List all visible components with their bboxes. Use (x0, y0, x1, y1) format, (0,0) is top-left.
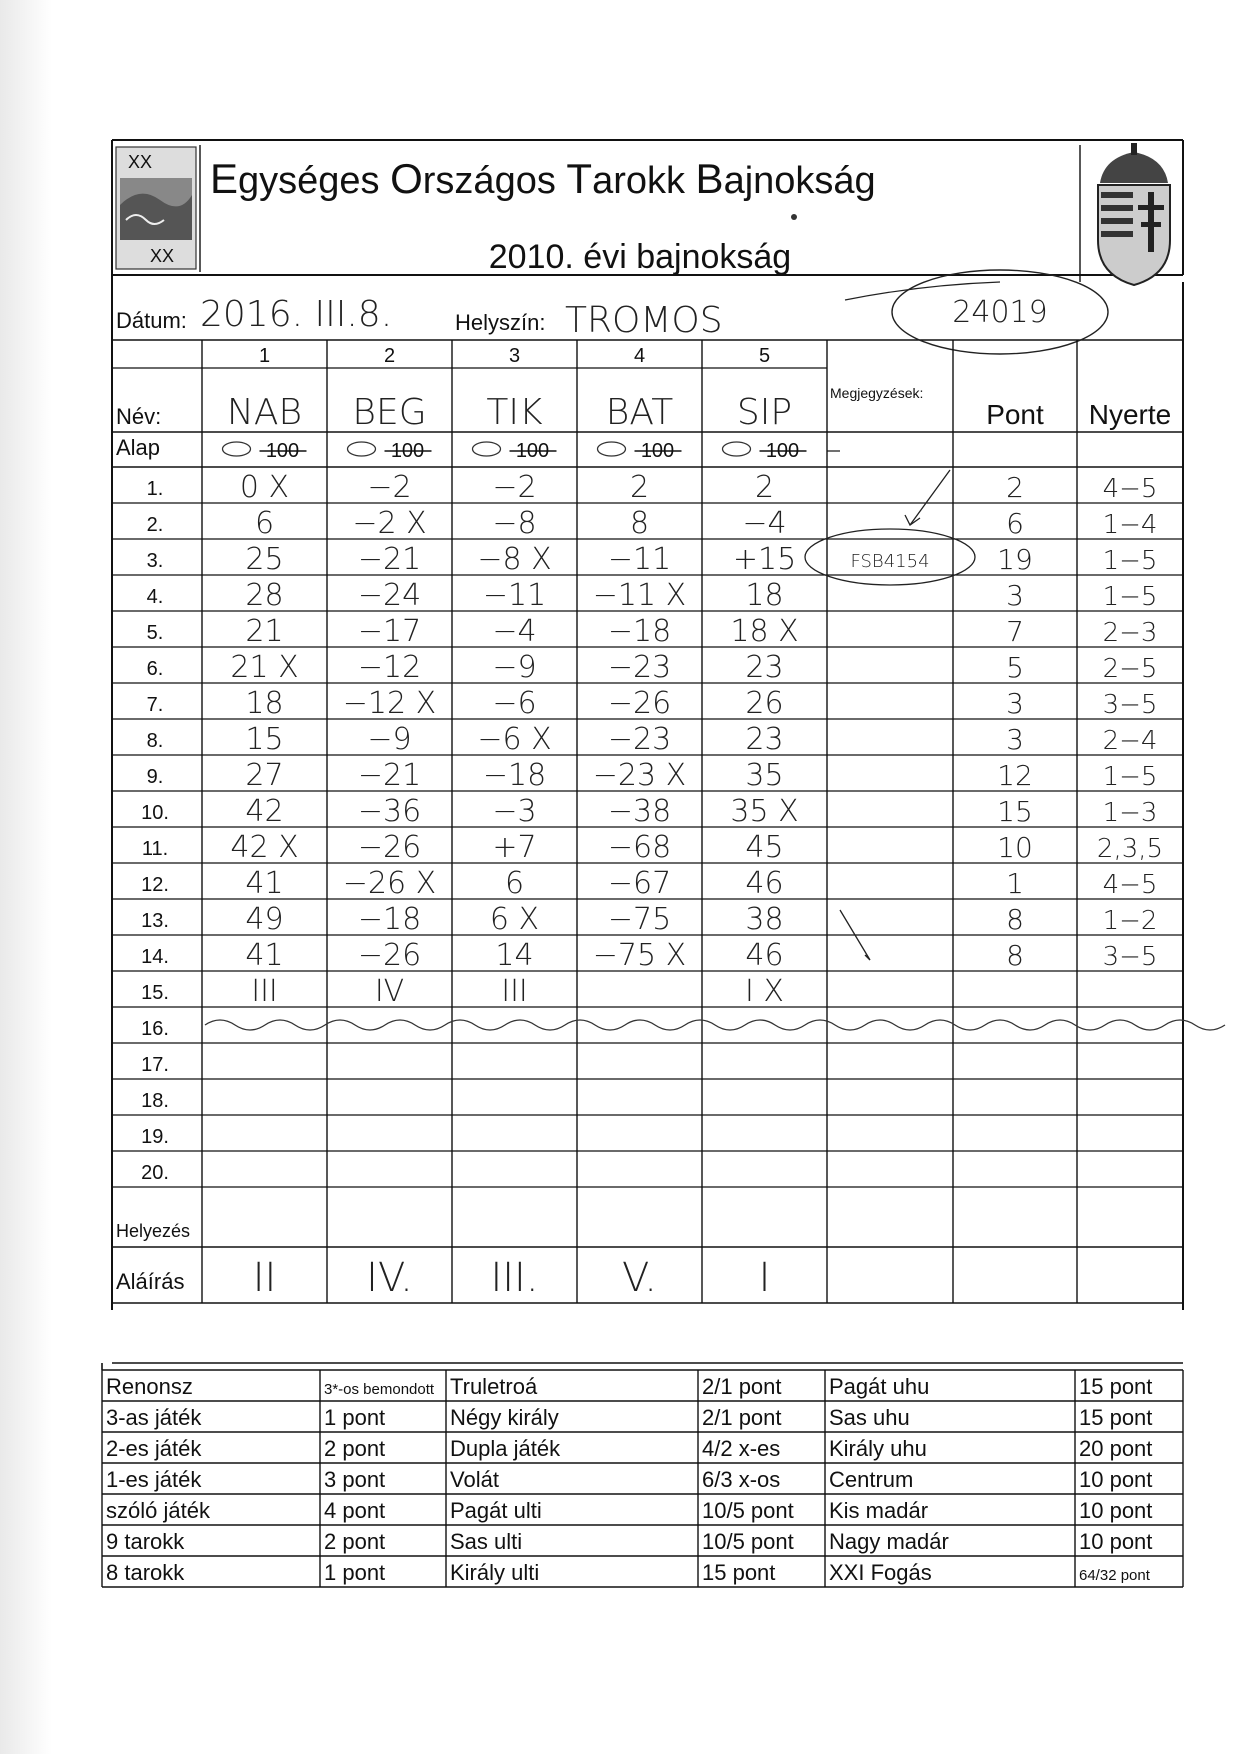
score-cell: 41 (245, 866, 284, 901)
score-cell: −2 X (352, 506, 427, 541)
alap-value: 100 (640, 440, 675, 462)
score-cell: 46 (745, 866, 784, 901)
score-cell: 21 (245, 614, 284, 649)
row-number: 5. (146, 622, 164, 644)
score-cell: −12 X (342, 686, 437, 721)
score-cell: −26 (357, 830, 422, 865)
score-cell: −26 (607, 686, 672, 721)
score-cell: 42 X (230, 830, 299, 865)
note-arrow (910, 470, 950, 525)
score-cell: −68 (607, 830, 672, 865)
score-cell: 8 (629, 506, 650, 541)
score-cell: 18 X (730, 614, 799, 649)
crest-stripe (1101, 192, 1133, 198)
pont-cell: 6 (1006, 507, 1024, 540)
alap-value: 100 (765, 440, 800, 462)
score-cell: 23 (745, 650, 784, 685)
place-value: TROMOS (565, 300, 723, 341)
score-cell: III (501, 974, 528, 1009)
row-number: 15. (141, 982, 169, 1004)
score-cell: 23 (745, 722, 784, 757)
score-cell: −11 (482, 578, 547, 613)
legend-cell: Négy király (450, 1405, 559, 1430)
legend-cell: 20 pont (1079, 1436, 1153, 1461)
score-cell: −2 (492, 470, 537, 505)
alap-zero-mark (473, 442, 501, 456)
legend-cell: 4/2 x-es (702, 1436, 781, 1461)
score-cell: 6 (504, 866, 525, 901)
score-cell: −18 (357, 902, 422, 937)
score-cell: 21 X (230, 650, 299, 685)
legend-cell: 2/1 pont (702, 1405, 782, 1430)
legend-cell: Volát (450, 1467, 499, 1492)
alap-zero-mark (723, 442, 751, 456)
legend-cell: Sas uhu (829, 1405, 910, 1430)
player-name: BEG (352, 392, 427, 433)
legend-cell: 10 pont (1079, 1467, 1153, 1492)
score-cell: −26 (357, 938, 422, 973)
helyezes-label: Helyezés (116, 1221, 191, 1241)
alap-zero-mark (223, 442, 251, 456)
legend-cell: 6/3 x-os (702, 1467, 781, 1492)
row-number: 1. (146, 478, 164, 500)
signature-cell: III. (490, 1255, 539, 1301)
alap-zero-mark (348, 442, 376, 456)
legend-cell: 3-as játék (106, 1405, 202, 1430)
legend-cell: Dupla játék (450, 1436, 561, 1461)
signature-cell: II (252, 1255, 277, 1301)
score-cell: −6 (492, 686, 537, 721)
nyerte-cell: 1−5 (1102, 762, 1158, 792)
score-cell: 27 (245, 758, 284, 793)
title-word: gységes (238, 160, 391, 202)
column-number: 2 (383, 345, 396, 367)
score-cell: −75 (607, 902, 672, 937)
end-of-game-wave (205, 1020, 1225, 1030)
score-cell: −11 X (592, 578, 687, 613)
score-cell: −3 (492, 794, 537, 829)
crest-cross-bar (1138, 205, 1164, 210)
signature-cell: V. (622, 1255, 657, 1301)
nyerte-cell: 2,3,5 (1096, 834, 1164, 864)
score-cell: I X (745, 974, 784, 1009)
score-cell: −21 (357, 758, 422, 793)
score-cell: +15 (732, 542, 797, 577)
legend-cell: Centrum (829, 1467, 914, 1492)
player-name: SIP (736, 392, 793, 433)
nyerte-cell: 3−5 (1102, 942, 1158, 972)
legend-cell: 10 pont (1079, 1498, 1153, 1523)
score-cell: −12 (357, 650, 422, 685)
pont-cell: 1 (1006, 867, 1024, 900)
legend-cell: Truletroá (450, 1374, 538, 1399)
alap-label: Alap (116, 435, 161, 460)
score-cell: 15 (245, 722, 284, 757)
nev-label: Név: (116, 404, 162, 429)
score-cell: 2 (754, 470, 775, 505)
alap-zero-mark (598, 442, 626, 456)
legend-cell: szóló játék (106, 1498, 210, 1523)
row-number: 20. (141, 1162, 169, 1184)
row-number: 6. (146, 658, 164, 680)
row-number: 11. (141, 838, 169, 860)
stray-dot (791, 214, 797, 220)
column-number: 4 (633, 345, 646, 367)
row-number: 4. (146, 586, 164, 608)
legend-cell: 3*-os bemondott (324, 1381, 435, 1398)
pont-cell: 3 (1006, 723, 1024, 756)
player-name: TIK (486, 392, 543, 433)
pont-cell: 5 (1006, 651, 1024, 684)
crest-crown-cross (1131, 143, 1137, 155)
alairas-label: Aláírás (116, 1269, 185, 1294)
legend-cell: Király uhu (829, 1436, 927, 1461)
score-cell: 0 X (239, 470, 290, 505)
legend-cell: 15 pont (1079, 1405, 1153, 1430)
code-value: 24019 (952, 295, 1048, 330)
score-cell: −23 X (592, 758, 687, 793)
column-number: 3 (508, 345, 521, 367)
score-cell: 49 (245, 902, 284, 937)
nyerte-cell: 1−5 (1102, 546, 1158, 576)
score-cell: −38 (607, 794, 672, 829)
note-arrow-head (905, 515, 920, 525)
score-cell: 18 (245, 686, 284, 721)
date-label: Dátum: (116, 308, 187, 333)
player-name: NAB (226, 392, 303, 433)
row-number: 9. (146, 766, 164, 788)
score-cell: 42 (245, 794, 284, 829)
logo-numeral-bottom: XX (150, 246, 175, 266)
score-cell: −24 (357, 578, 422, 613)
crest-stripe (1101, 205, 1133, 211)
legend-cell: 10/5 pont (702, 1498, 794, 1523)
nyerte-cell: 2−4 (1102, 726, 1158, 756)
legend-cell: Sas ulti (450, 1529, 523, 1554)
score-cell: 14 (495, 938, 534, 973)
title-word: arokk (592, 160, 696, 202)
score-cell: 45 (745, 830, 784, 865)
notes-header: Megjegyzések: (830, 385, 924, 401)
legend-cell: 10/5 pont (702, 1529, 794, 1554)
score-cell: 18 (745, 578, 784, 613)
alap-value: 100 (390, 440, 425, 462)
row-number: 13. (141, 910, 169, 932)
row-number: 3. (146, 550, 164, 572)
score-cell: −21 (357, 542, 422, 577)
score-cell: III (251, 974, 278, 1009)
pont-cell: 2 (1006, 471, 1024, 504)
crest-crown (1100, 152, 1168, 183)
page-subtitle: 2010. évi bajnokság (488, 238, 792, 276)
pont-cell: 3 (1006, 579, 1024, 612)
legend-cell: 8 tarokk (106, 1560, 185, 1585)
score-cell: 6 X (489, 902, 540, 937)
nyerte-cell: 2−5 (1102, 654, 1158, 684)
title-initial: T (566, 155, 593, 202)
pont-cell: 8 (1006, 939, 1024, 972)
legend-cell: Király ulti (450, 1560, 540, 1585)
score-cell: −26 X (342, 866, 437, 901)
score-cell: 28 (245, 578, 284, 613)
title-word: ajnokság (723, 160, 876, 202)
pont-cell: 12 (997, 759, 1033, 792)
pont-cell: 7 (1006, 615, 1024, 648)
legend-cell: Pagát ulti (450, 1498, 542, 1523)
logo-numeral-top: XX (128, 152, 153, 172)
nyerte-cell: 1−4 (1102, 510, 1158, 540)
signature-cell: I (758, 1255, 771, 1301)
nyerte-cell: 4−5 (1102, 474, 1158, 504)
score-cell: −8 (492, 506, 537, 541)
score-cell: −36 (357, 794, 422, 829)
score-cell: −18 (482, 758, 547, 793)
title-word: rszágos (422, 160, 567, 202)
legend-cell: 15 pont (702, 1560, 776, 1585)
row-number: 8. (146, 730, 164, 752)
pont-cell: 10 (997, 831, 1033, 864)
score-cell: 35 X (730, 794, 799, 829)
nyerte-cell: 1−5 (1102, 582, 1158, 612)
score-cell: IV (374, 974, 405, 1009)
score-cell: −2 (367, 470, 412, 505)
score-cell: 41 (245, 938, 284, 973)
legend-cell: 4 pont (324, 1498, 386, 1523)
column-number: 1 (258, 345, 271, 367)
title-initial: O (390, 155, 423, 202)
legend-cell: Pagát uhu (829, 1374, 930, 1399)
legend-cell: 2-es játék (106, 1436, 202, 1461)
row-number: 17. (141, 1054, 169, 1076)
signature-cell: IV. (366, 1255, 413, 1301)
nyerte-header: Nyerte (1088, 399, 1172, 430)
score-cell: −23 (607, 650, 672, 685)
row-number: 10. (141, 802, 169, 824)
legend-cell: Nagy madár (829, 1529, 949, 1554)
legend-cell: XXI Fogás (829, 1560, 932, 1585)
legend-cell: 1 pont (324, 1405, 386, 1430)
legend-cell: Kis madár (829, 1498, 929, 1523)
row-number: 12. (141, 874, 169, 896)
row-number: 16. (141, 1018, 169, 1040)
score-cell: 35 (745, 758, 784, 793)
nyerte-cell: 2−3 (1102, 618, 1158, 648)
row-number: 2. (146, 514, 164, 536)
score-cell: 38 (745, 902, 784, 937)
legend-cell: 2 pont (324, 1436, 386, 1461)
page-title (210, 155, 876, 202)
legend-cell: 2 pont (324, 1529, 386, 1554)
legend-cell: 9 tarokk (106, 1529, 185, 1554)
score-cell: −6 X (477, 722, 552, 757)
row-number: 19. (141, 1126, 169, 1148)
title-initial: E (210, 155, 239, 202)
score-cell: 46 (745, 938, 784, 973)
row-number: 18. (141, 1090, 169, 1112)
crest-cross-bar (1141, 222, 1161, 227)
alap-value: 100 (265, 440, 300, 462)
note-cell: FSB4154 (850, 551, 930, 572)
alap-value: 100 (515, 440, 550, 462)
legend-cell: 64/32 pont (1079, 1567, 1150, 1584)
nyerte-cell: 3−5 (1102, 690, 1158, 720)
score-cell: −67 (607, 866, 672, 901)
score-cell: 25 (245, 542, 284, 577)
score-cell: 6 (254, 506, 275, 541)
score-cell: −4 (742, 506, 787, 541)
score-cell: 2 (629, 470, 650, 505)
score-cell: −9 (492, 650, 537, 685)
score-cell: −75 X (592, 938, 687, 973)
title-initial: B (695, 155, 724, 202)
legend-cell: Renonsz (106, 1374, 193, 1399)
nyerte-cell: 1−3 (1102, 798, 1158, 828)
score-cell: −18 (607, 614, 672, 649)
score-cell: −11 (607, 542, 672, 577)
score-cell: 26 (745, 686, 784, 721)
crest-stripe (1101, 231, 1133, 237)
row-number: 7. (146, 694, 164, 716)
legend-cell: 1 pont (324, 1560, 386, 1585)
legend-cell: 15 pont (1079, 1374, 1153, 1399)
legend-cell: 10 pont (1079, 1529, 1153, 1554)
score-cell: −9 (367, 722, 412, 757)
score-cell: −17 (357, 614, 422, 649)
nyerte-cell: 4−5 (1102, 870, 1158, 900)
row-number: 14. (141, 946, 169, 968)
pont-cell: 15 (997, 795, 1033, 828)
scan-edge-shadow (0, 0, 52, 1754)
legend-cell: 2/1 pont (702, 1374, 782, 1399)
pont-cell: 8 (1006, 903, 1024, 936)
coat-of-arms-icon (1098, 143, 1170, 285)
legend-cell: 3 pont (324, 1467, 386, 1492)
score-cell: −8 X (477, 542, 552, 577)
legend-cell: 1-es játék (106, 1467, 202, 1492)
score-cell: +7 (492, 830, 537, 865)
pont-cell: 19 (997, 543, 1033, 576)
place-label: Helyszín: (455, 310, 546, 335)
score-cell: −4 (492, 614, 537, 649)
date-value: 2016. III.8. (200, 294, 393, 335)
nyerte-cell: 1−2 (1102, 906, 1158, 936)
pont-cell: 3 (1006, 687, 1024, 720)
player-name: BAT (605, 392, 674, 433)
score-cell: −23 (607, 722, 672, 757)
crest-stripe (1101, 218, 1133, 224)
column-number: 5 (758, 345, 771, 367)
pont-header: Pont (986, 399, 1044, 430)
